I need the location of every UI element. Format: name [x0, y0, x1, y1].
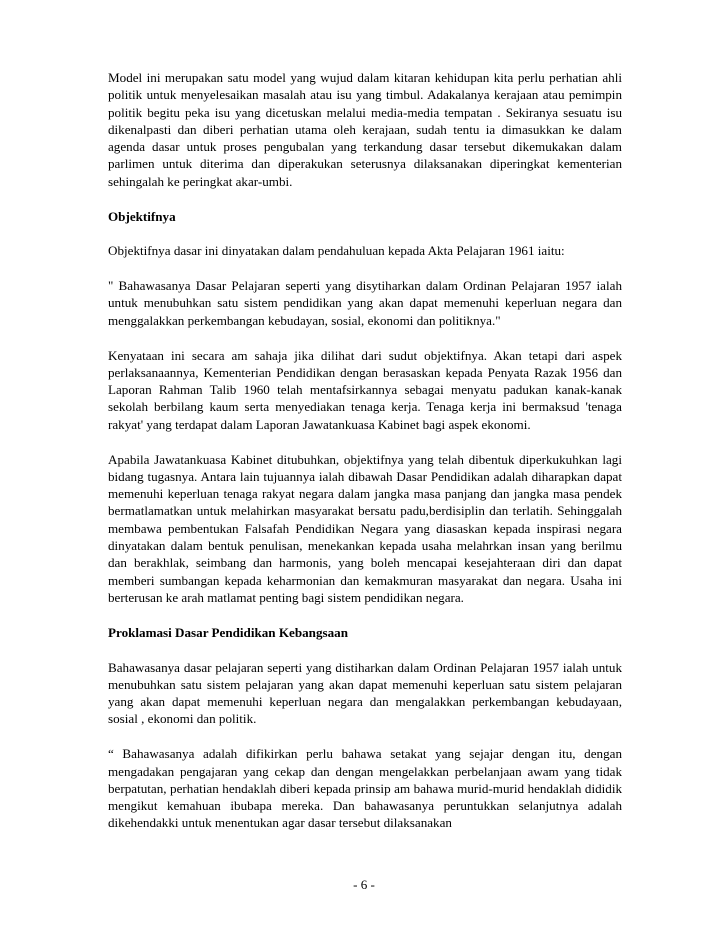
objektif-intro-paragraph: Objektifnya dasar ini dinyatakan dalam pendahuluan kepada Akta Pelajaran 1961 iaitu: [108, 243, 565, 259]
closing-quote-paragraph: “ Bahawasanya adalah difikirkan perlu bahawa setakat yang sejajar dengan itu, dengan mengadakan pengajaran yang cekap dan dengan mengelakkan perbelanjaan awam yang tidak berpatutan, perhatian hendaklah diberi kepada prinsip am bahawa murid-murid hendaklah dididik mengikut kemahuan ibubapa mereka. Dan bahawasanya peruntukkan selanjutnya adalah dikehendakki untuk menentukan agar dasar tersebut dilaksanakan [108, 746, 622, 831]
objektif-heading: Objektifnya [108, 208, 176, 224]
proklamasi-heading: Proklamasi Dasar Pendidikan Kebangsaan [108, 624, 348, 640]
apabila-paragraph: Apabila Jawatankuasa Kabinet ditubuhkan, objektifnya yang telah dibentuk diperkukuhkan lagi bidang tugasnya. Antara lain tujuannya ialah dibawah Dasar Pendidikan adalah diharapkan dapat memenuhi keperluan tenaga rakyat negara dalam jangka masa panjang dan jangka masa pendek bermatlamatkan untuk melahirkan masyarakat bersatu padu,berdisiplin dan terlatih. Sehinggalah membawa pembentukan Falsafah Pendidikan Negara yang diasaskan kepada inspirasi negara dinyatakan dalam bentuk penulisan, menekankan kepada usaha melahrkan insan yang berilmu dan berakhlak, seimbang dan harmonis, yang boleh mencapai kesejahteraan diri dan dapat memberi sumbangan kepada keharmonian dan kemakmuran masyarakat dan negara. Usaha ini berterusan ke arah matlamat penting bagi sistem pendidikan negara. [108, 451, 622, 605]
kenyataan-paragraph: Kenyataan ini secara am sahaja jika dilihat dari sudut objektifnya. Akan tetapi dari aspek perlaksanaannya, Kementerian Pendidikan dengan berasaskan kepada Penyata Razak 1956 dan Laporan Rahman Talib 1960 telah mentafsirkannya sebagai menyatu padukan kanak-kanak sekolah berbilang kaum serta menyediakan tenaga kerja. Tenaga kerja ini bermaksud 'tenaga rakyat' yang terdapat dalam Laporan Jawatankuasa Kabinet bagi aspek ekonomi. [108, 347, 622, 432]
quote-1957-paragraph: " Bahawasanya Dasar Pelajaran seperti yang disytiharkan dalam Ordinan Pelajaran 1957 ialah untuk menubuhkan satu sistem pendidikan yang akan dapat memenuhi keperluan negara dan menggalakkan perkembangan kebudayan, sosial, ekonomi dan politiknya." [108, 278, 622, 328]
document-body [108, 69, 622, 832]
intro-paragraph: Model ini merupakan satu model yang wujud dalam kitaran kehidupan kita perlu perhatian ahli politik untuk menyelesaikan masalah atau isu yang timbul. Adakalanya kerajaan atau pemimpin politik begitu peka isu yang dicetuskan melalui media-media tempatan . Sekiranya sesuatu isu dikenalpasti dan diberi perhatian utama oleh kerajaan, sudah tentu ia dimasukkan ke dalam agenda dasar untuk proses pengubalan yang terkandung dasar tersebut dikemukakan dalam parlimen untuk diterima dan diperakukan seterusnya dilaksanakan diperingkat kementerian sehingalah ke peringkat akar-umbi. [108, 70, 622, 189]
proklamasi-paragraph: Bahawasanya dasar pelajaran seperti yang distiharkan dalam Ordinan Pelajaran 1957 ialah untuk menubuhkan satu sistem pelajaran yang akan dapat memenuhi keperluan satu sistem pelajaran yang akan dapat memenuhi keperluan negara dan mengalakkan perkembangan kebudayaan, sosial , ekonomi dan politik. [108, 659, 622, 727]
page-number: - 6 - [353, 877, 375, 892]
